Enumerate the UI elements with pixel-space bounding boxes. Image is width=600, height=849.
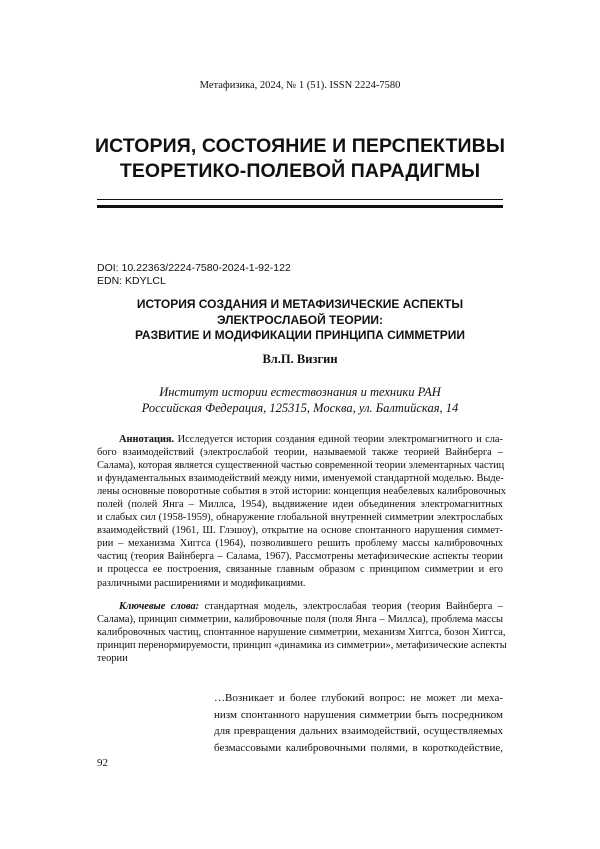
abstract-line: и фундаментальных взаимодействий между ними, именуемой стандартной моделью. Выде- — [97, 473, 504, 485]
keywords-line: Салама), принцип симметрии, калибровочные поля (поля Янга – Миллса), проблема массы — [97, 614, 503, 626]
article-title-line: ЭЛЕКТРОСЛАБОЙ ТЕОРИИ: — [217, 312, 383, 327]
epigraph — [214, 690, 503, 757]
epigraph-line: безмассовыми калибровочными полями, в короткодействие, — [214, 742, 503, 755]
section-title-line: ИСТОРИЯ, СОСТОЯНИЕ И ПЕРСПЕКТИВЫ — [94, 135, 506, 157]
section-title — [60, 134, 540, 184]
doi-link[interactable]: DOI: 10.22363/2224-7580-2024-1-92-122 — [97, 262, 291, 274]
epigraph-line: для превращения дальних взаимодействий, осуществляемых — [214, 725, 503, 738]
section-divider-thick — [97, 205, 503, 208]
abstract-line: частиц (теория Вайнберга – Салама, 1967). Рассмотрены метафизические аспекты теории — [97, 551, 503, 563]
epigraph-line: низм спонтанного нарушения симметрии быть посредником — [214, 708, 503, 721]
keywords-first-line — [97, 600, 503, 613]
article-title — [90, 297, 510, 344]
abstract-line: лены основные поворотные события в этой истории: концепция неабелевых калибровочных — [97, 486, 506, 498]
abstract-line: Салама), которая является существенной частью современной теории элементарных частиц — [97, 460, 505, 472]
abstract-text: Исследуется история создания единой теории электромагнитного и сла- — [177, 434, 503, 445]
abstract-line: и слабых сил (1958-1959), обнаружение глобальной внутренней симметрии электрослабых — [97, 512, 503, 524]
section-title-line: ТЕОРЕТИКО-ПОЛЕВОЙ ПАРАДИГМЫ — [119, 160, 481, 182]
page-number: 92 — [97, 757, 108, 769]
abstract-line: рии – механизма Хиггса (1964), позволившего решить проблему массы калибровочных — [97, 538, 503, 550]
keywords-text: стандартная модель, электрослабая теория (теория Вайнберга – — [204, 601, 503, 612]
author-affiliation — [0, 384, 600, 416]
article-title-line: РАЗВИТИЕ И МОДИФИКАЦИИ ПРИНЦИПА СИММЕТРИИ — [134, 328, 466, 342]
affiliation-line: Институт истории естествознания и техники РАН — [159, 385, 441, 399]
affiliation-line: Российская Федерация, 125315, Москва, ул. Балтийская, 14 — [141, 401, 459, 415]
edn-code: EDN: KDYLCL — [97, 275, 166, 287]
journal-header: Метафизика, 2024, № 1 (51). ISSN 2224-7580 — [199, 80, 401, 91]
abstract — [97, 433, 506, 590]
author-name: Вл.П. Визгин — [262, 352, 338, 366]
keywords-line: принцип перенормируемости, принцип «динамика из симметрии», метафизические аспекты — [97, 640, 507, 652]
abstract-first-line — [97, 433, 503, 446]
abstract-line: и процесса ее построения, связанные главным образом с принципом симметрии и его — [97, 564, 503, 576]
keywords — [97, 600, 507, 665]
abstract-last-line: различными расширениями и модификациями. — [97, 577, 306, 589]
abstract-line: бого взаимодействий (электрослабой теории, называемой также теорией Вайнберга – — [97, 447, 503, 459]
keywords-label: Ключевые слова: — [119, 601, 200, 612]
abstract-line: полей (полей Янга – Миллса, 1954), выдвижение идеи объединения электромагнитных — [97, 499, 503, 511]
keywords-last-line: теории — [97, 653, 128, 665]
abstract-line: взаимодействий (1961, Ш. Глэшоу), открытие на основе спонтанного нарушения симмет- — [97, 525, 503, 537]
abstract-label: Аннотация. — [119, 434, 175, 445]
epigraph-line: …Возникает и более глубокий вопрос: не может ли меха- — [214, 692, 503, 704]
article-title-line: ИСТОРИЯ СОЗДАНИЯ И МЕТАФИЗИЧЕСКИЕ АСПЕКТЫ — [136, 297, 464, 311]
keywords-line: калибровочных частиц, спонтанное нарушение симметрии, механизм Хиггса, бозон Хиггса, — [97, 627, 506, 639]
section-divider-thin — [97, 199, 503, 200]
article-identifiers — [97, 262, 291, 288]
